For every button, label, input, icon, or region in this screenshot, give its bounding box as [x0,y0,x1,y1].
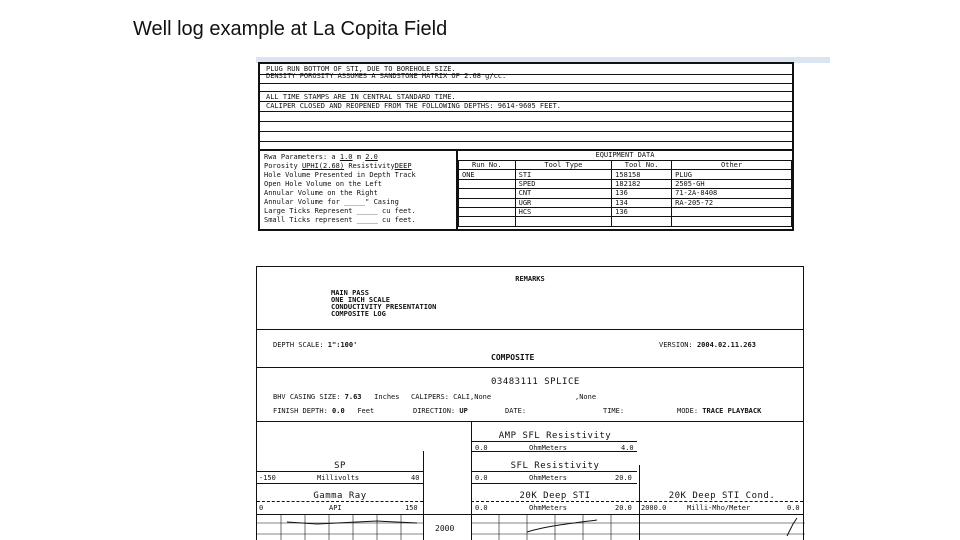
equipment-title: EQUIPMENT DATA [595,151,655,159]
track-deep-cond-title: 20K Deep STI Cond. [668,491,776,501]
date-field: DATE: [505,407,527,415]
mode: MODE: TRACE PLAYBACK [677,407,762,415]
deep-cond-max: 0.0 [787,504,800,512]
equipment-col-header: Run No. [459,161,516,170]
annular-right-text: Annular Volume on the Right [264,189,378,197]
table-cell: 182182 [612,179,672,188]
hole-volume-text: Hole Volume Presented in Depth Track [264,171,416,179]
sp-unit: Millivolts [317,474,360,482]
depth-marker: 2000 [435,524,455,533]
track-sp-title: SP [334,461,346,471]
log-remarks-block [256,266,804,540]
equipment-col-header: Other [672,161,792,170]
sfl-min: 0.0 [475,474,488,482]
gamma-min: 0 [259,504,264,512]
deep-cond-unit: Milli-Mho/Meter [687,504,751,512]
table-cell: 134 [612,198,672,207]
equipment-col-header: Tool No. [612,161,672,170]
note-line: CALIPER CLOSED AND REOPENED FROM THE FOLLOWING DEPTHS: 9614-9605 FEET. [266,102,562,110]
track-deep-sti-title: 20K Deep STI [519,491,591,501]
table-cell: RA-205-72 [672,198,792,207]
table-cell [672,207,792,216]
table-cell [612,217,672,226]
direction: DIRECTION: UP [413,407,468,415]
amp-sfl-min: 0.0 [475,444,488,452]
table-cell: STI [515,170,612,179]
note-line: DENSITY POROSITY ASSUMES A SANDSTONE MATRIX OF 2.68 g/cc. [266,72,507,80]
sfl-max: 20.0 [615,474,632,482]
deep-sti-unit: OhmMeters [529,504,567,512]
remark-line: COMPOSITE LOG [331,310,386,318]
table-row [459,217,792,226]
rwa-parameters: Rwa Parameters: a 1.0 m 2.0 [264,153,378,161]
composite-label: COMPOSITE [491,353,535,362]
track-sfl-title: SFL Resistivity [510,461,600,471]
table-cell [459,207,516,216]
gamma-max: 150 [405,504,418,512]
table-row [459,179,792,188]
amp-sfl-max: 4.0 [621,444,634,452]
table-cell: 71-2A-8408 [672,189,792,198]
table-cell [459,217,516,226]
equipment-col-header: Tool Type [515,161,612,170]
table-cell [459,189,516,198]
table-row [459,170,792,179]
equipment-table [458,160,792,227]
sp-max: 40 [411,474,420,482]
depth-scale: DEPTH SCALE: 1":100' [273,341,358,349]
remark-line: CONDUCTIVITY PRESENTATION [331,303,437,311]
open-hole-text: Open Hole Volume on the Left [264,180,383,188]
amp-sfl-unit: OhmMeters [529,444,567,452]
note-line: PLUG RUN BOTTOM OF STI, DUE TO BOREHOLE SIZE. [266,65,456,73]
slide-title: Well log example at La Copita Field [133,18,448,40]
table-cell: 136 [612,189,672,198]
deep-cond-min: 2000.0 [641,504,667,512]
table-row [459,198,792,207]
table-cell: CNT [515,189,612,198]
table-cell: ONE [459,170,516,179]
casing-size: BHV CASING SIZE: 7.63 Inches [273,393,400,401]
gamma-unit: API [329,504,342,512]
table-cell [672,217,792,226]
log-header-notes-block [258,62,794,231]
equipment-header-row [459,161,792,170]
finish-depth: FINISH DEPTH: 0.0 Feet [273,407,375,415]
table-cell: UGR [515,198,612,207]
version: VERSION: 2004.02.11.263 [659,341,756,349]
table-row [459,189,792,198]
calipers: CALIPERS: CALI,None [411,393,492,401]
sp-min: -150 [259,474,276,482]
large-ticks-text: Large Ticks Represent _____ cu feet. [264,207,416,215]
table-cell [459,179,516,188]
table-cell: HCS [515,207,612,216]
table-cell: 136 [612,207,672,216]
calipers-second: ,None [575,393,597,401]
table-cell: SPED [515,179,612,188]
note-line: ALL TIME STAMPS ARE IN CENTRAL STANDARD TIME. [266,93,456,101]
remark-line: ONE INCH SCALE [331,296,391,304]
porosity-parameters: Porosity UPHI(2.68) ResistivityDEEP [264,162,412,170]
sfl-unit: OhmMeters [529,474,567,482]
table-cell [459,198,516,207]
splice-label: 03483111 SPLICE [491,377,580,387]
table-cell: PLUG [672,170,792,179]
deep-sti-max: 20.0 [615,504,632,512]
table-cell: 158158 [612,170,672,179]
log-grid [257,514,805,540]
small-ticks-text: Small Ticks represent _____ cu feet. [264,216,416,224]
table-cell [515,217,612,226]
time-field: TIME: [603,407,625,415]
table-cell: 2505-GH [672,179,792,188]
deep-sti-min: 0.0 [475,504,488,512]
annular-for-text: Annular Volume for _____" Casing [264,198,399,206]
track-amp-sfl-title: AMP SFL Resistivity [498,431,612,441]
equipment-data-panel [458,150,792,229]
table-row [459,207,792,216]
rwa-parameters-panel [260,150,458,229]
remarks-title: REMARKS [515,275,545,283]
remark-line: MAIN PASS [331,289,369,297]
track-gamma-title: Gamma Ray [313,491,367,501]
